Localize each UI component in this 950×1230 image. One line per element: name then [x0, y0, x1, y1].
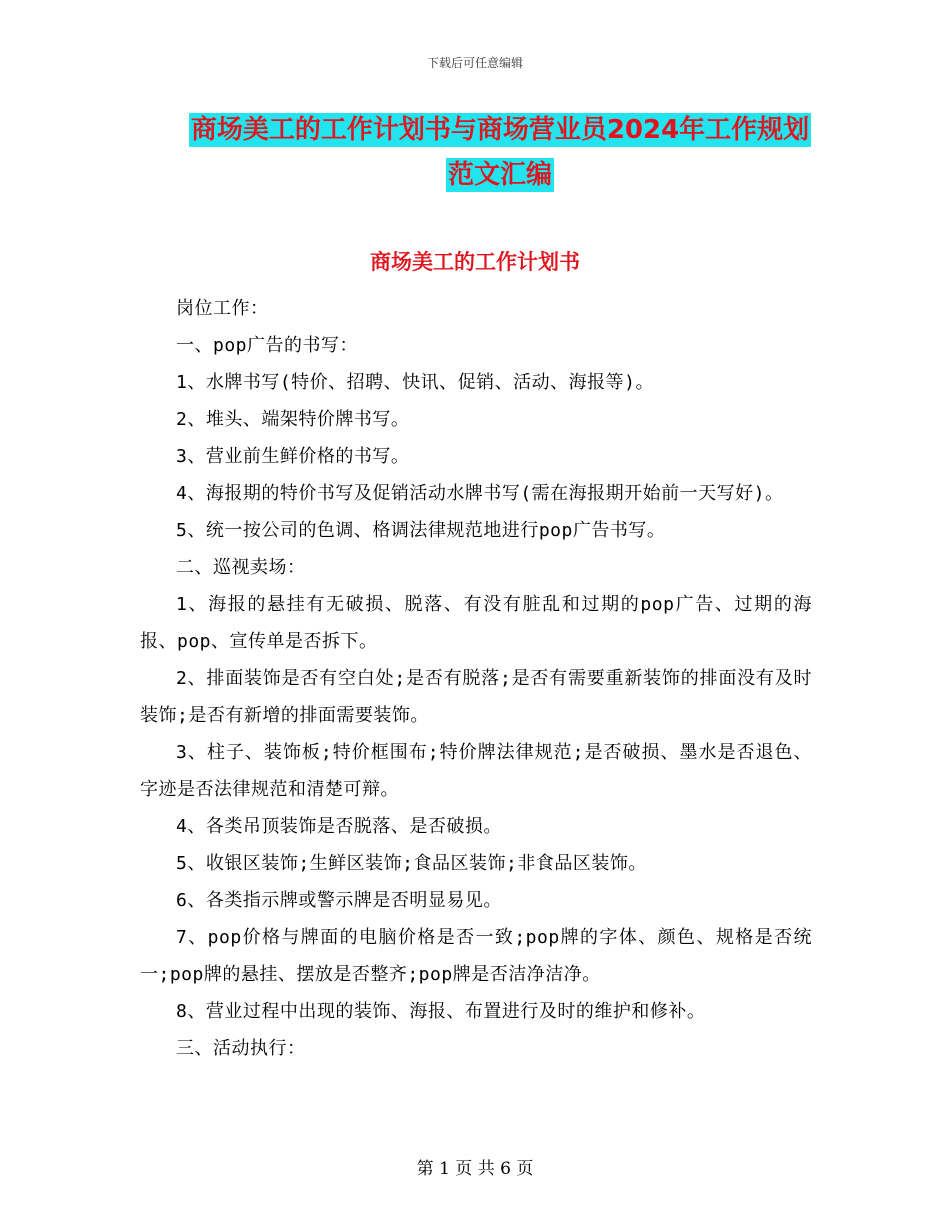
document-body	[140, 290, 812, 1067]
title-line-1: 商场美工的工作计划书与商场营业员2024年工作规划	[190, 115, 810, 145]
paragraph: 4、各类吊顶装饰是否脱落、是否破损。	[176, 816, 502, 837]
paragraph: 3、柱子、装饰板;特价框围布;特价牌法律规范;是否破损、墨水是否退色、字迹是否法律规范和清楚可辩。	[140, 742, 812, 800]
paragraph: 7、pop价格与牌面的电脑价格是否一致;pop牌的字体、颜色、规格是否统一;pop牌的悬挂、摆放是否整齐;pop牌是否洁净洁净。	[140, 927, 812, 985]
paragraph: 三、活动执行：	[176, 1038, 306, 1059]
paragraph: 5、收银区装饰;生鲜区装饰;食品区装饰;非食品区装饰。	[176, 853, 647, 874]
paragraph: 4、海报期的特价书写及促销活动水牌书写(需在海报期开始前一天写好)。	[176, 483, 784, 504]
page-footer: 第 1 页 共 6 页	[416, 1159, 534, 1179]
paragraph: 8、营业过程中出现的装饰、海报、布置进行及时的维护和修补。	[176, 1001, 706, 1022]
header-note: 下载后可任意编辑	[426, 56, 523, 70]
paragraph: 2、排面装饰是否有空白处;是否有脱落;是否有需要重新装饰的排面没有及时装饰;是否有新增的排面需要装饰。	[140, 668, 812, 726]
paragraph: 1、海报的悬挂有无破损、脱落、有没有脏乱和过期的pop广告、过期的海报、pop、宣传单是否拆下。	[140, 594, 812, 652]
paragraph: 岗位工作：	[176, 298, 269, 319]
paragraph: 5、统一按公司的色调、格调法律规范地进行pop广告书写。	[176, 520, 666, 541]
document-title	[140, 108, 860, 198]
paragraph: 3、营业前生鲜价格的书写。	[176, 446, 410, 467]
paragraph: 2、堆头、端架特价牌书写。	[176, 409, 410, 430]
paragraph: 6、各类指示牌或警示牌是否明显易见。	[176, 890, 502, 911]
title-line-2: 范文汇编	[447, 160, 552, 190]
paragraph: 一、pop广告的书写：	[176, 335, 359, 356]
section-title: 商场美工的工作计划书	[370, 250, 580, 274]
paragraph: 1、水牌书写(特价、招聘、快讯、促销、活动、海报等)。	[176, 372, 655, 393]
paragraph: 二、巡视卖场：	[176, 557, 306, 578]
